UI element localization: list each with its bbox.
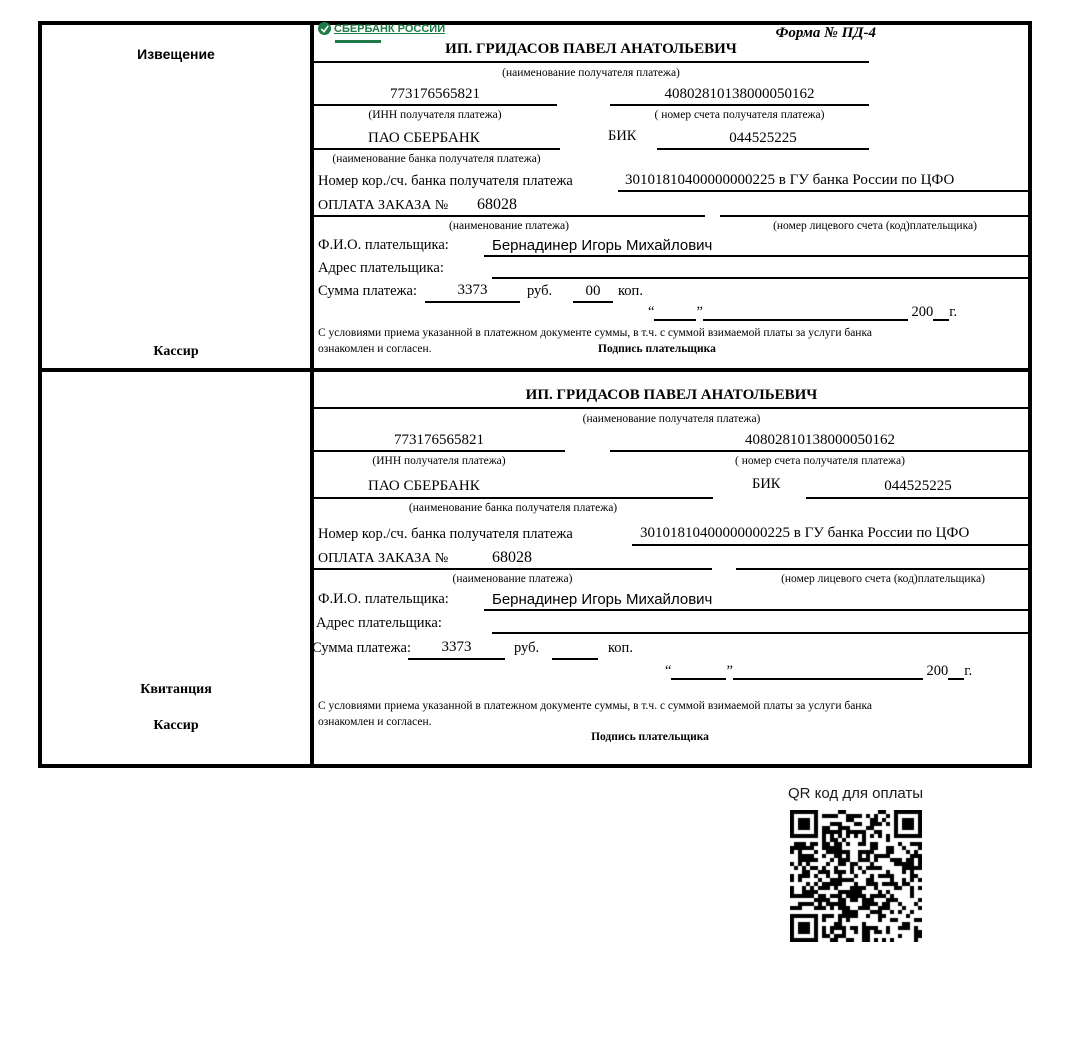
account-hint: ( номер счета получателя платежа) — [735, 455, 905, 467]
inn-line — [313, 104, 557, 106]
corr-account-line — [618, 190, 1030, 192]
order-number: 68028 — [492, 549, 532, 566]
bik-line — [657, 148, 869, 150]
account-line — [610, 104, 869, 106]
sum-label: Сумма платежа: — [318, 283, 417, 299]
sum-label: Сумма платежа: — [312, 640, 411, 656]
payer-fio-line — [484, 255, 1030, 257]
payer-fio-line — [484, 609, 1030, 611]
kop-label: коп. — [608, 640, 633, 656]
corr-account-value: 30101810400000000225 в ГУ банка России по ЦФО — [625, 172, 955, 188]
year-prefix: 200 — [911, 304, 934, 320]
personal-account-line — [736, 568, 1030, 570]
payer-fio-label: Ф.И.О. плательщика: — [318, 591, 449, 607]
corr-account-label: Номер кор./сч. банка получателя платежа — [318, 526, 573, 542]
order-number: 68028 — [477, 196, 517, 213]
quote-close: ” — [726, 663, 733, 679]
quote-open: “ — [648, 304, 655, 320]
bank-hint: (наименование банка получателя платежа) — [332, 153, 541, 165]
agreement-line2: ознакомлен и согласен. — [318, 716, 432, 728]
sum-kop-line — [552, 658, 598, 660]
bank-name: ПАО СБЕРБАНК — [368, 130, 480, 146]
corr-account-line — [632, 544, 1030, 546]
bik-value: 044525225 — [729, 130, 797, 146]
account-value: 40802810138000050162 — [664, 86, 815, 102]
account-hint: ( номер счета получателя платежа) — [654, 109, 825, 121]
bank-line — [313, 497, 713, 499]
payment-name-hint: (наименование платежа) — [449, 220, 569, 232]
bank-name: ПАО СБЕРБАНК — [368, 478, 480, 494]
section2-title: Квитанция — [140, 682, 212, 697]
section1-cashier-label: Кассир — [153, 344, 199, 359]
corr-account-label: Номер кор./сч. банка получателя платежа — [318, 173, 573, 189]
sum-kop-line — [573, 301, 613, 303]
account-line — [610, 450, 1030, 452]
bik-line — [806, 497, 1030, 499]
payer-address-line — [492, 632, 1030, 634]
personal-account-hint: (номер лицевого счета (код)плательщика) — [781, 573, 985, 585]
payer-address-line — [492, 277, 1030, 279]
kop-label: коп. — [618, 283, 643, 299]
date-year-line — [948, 665, 964, 680]
section2-cashier-label: Кассир — [153, 718, 199, 733]
bik-value: 044525225 — [884, 478, 952, 494]
rub-label: руб. — [514, 640, 540, 656]
quote-close: ” — [696, 304, 703, 320]
signature-label: Подпись плательщика — [598, 343, 716, 355]
recipient-line — [313, 407, 1030, 409]
date-month-line — [703, 306, 908, 321]
year-suffix: г. — [964, 663, 973, 679]
payment-name-hint: (наименование платежа) — [452, 573, 573, 585]
recipient-hint: (наименование получателя платежа) — [502, 67, 680, 79]
payment-purpose: ОПЛАТА ЗАКАЗА № — [318, 198, 449, 213]
payer-address-label: Адрес плательщика: — [318, 260, 444, 276]
inn-value: 773176565821 — [390, 86, 480, 102]
purpose-line — [313, 215, 705, 217]
recipient-hint: (наименование получателя платежа) — [582, 413, 761, 425]
qr-code — [790, 810, 922, 942]
bank-line — [313, 148, 560, 150]
qr-label: QR код для оплаты — [788, 785, 924, 802]
section1-title: Извещение — [137, 46, 215, 62]
recipient-name: ИП. ГРИДАСОВ ПАВЕЛ АНАТОЛЬЕВИЧ — [525, 387, 818, 403]
recipient-name: ИП. ГРИДАСОВ ПАВЕЛ АНАТОЛЬЕВИЧ — [445, 41, 737, 57]
agreement-line2: ознакомлен и согласен. — [318, 343, 432, 355]
inn-hint: (ИНН получателя платежа) — [372, 455, 506, 467]
payer-address-label: Адрес плательщика: — [316, 615, 442, 631]
agreement-line1: С условиями приема указанной в платежном документе суммы, в т.ч. с суммой взимаемой платы за услуги банка — [318, 327, 872, 339]
bik-label: БИК — [608, 128, 637, 144]
quote-open: “ — [665, 663, 672, 679]
year-suffix: г. — [949, 304, 958, 320]
inn-hint: (ИНН получателя платежа) — [368, 109, 502, 121]
date-year-line — [933, 306, 949, 321]
sberbank-logo — [318, 22, 445, 43]
form-number: Форма № ПД-4 — [775, 25, 876, 41]
bik-label: БИК — [752, 476, 781, 492]
sum-rub-value: 3373 — [441, 639, 472, 655]
corr-account-value: 30101810400000000225 в ГУ банка России по ЦФО — [640, 525, 970, 541]
year-prefix: 200 — [926, 663, 949, 679]
inn-value: 773176565821 — [394, 432, 484, 448]
date-month-line — [733, 665, 923, 680]
date-row — [665, 663, 972, 680]
personal-account-line — [720, 215, 1030, 217]
rub-label: руб. — [527, 283, 553, 299]
payer-fio-label: Ф.И.О. плательщика: — [318, 237, 449, 253]
payment-purpose: ОПЛАТА ЗАКАЗА № — [318, 551, 449, 566]
recipient-line — [313, 61, 869, 63]
sum-kop-value: 00 — [585, 283, 601, 299]
signature-label: Подпись плательщика — [591, 731, 709, 743]
agreement-line1: С условиями приема указанной в платежном документе суммы, в т.ч. с суммой взимаемой платы за услуги банка — [318, 700, 872, 712]
personal-account-hint: (номер лицевого счета (код)плательщика) — [773, 220, 977, 232]
payer-fio-value: Бернадинер Игорь Михайлович — [492, 591, 713, 608]
account-value: 40802810138000050162 — [745, 432, 895, 448]
date-row — [648, 304, 957, 321]
sum-rub-line — [408, 658, 505, 660]
sum-rub-value: 3373 — [457, 282, 488, 298]
purpose-line — [313, 568, 712, 570]
sberbank-icon — [318, 22, 331, 39]
section-divider — [38, 368, 1032, 372]
payer-fio-value: Бернадинер Игорь Михайлович — [492, 237, 713, 254]
sberbank-logo-text: СБЕРБАНК РОССИИ — [334, 23, 446, 35]
sum-rub-line — [425, 301, 520, 303]
inn-line — [313, 450, 565, 452]
bank-hint: (наименование банка получателя платежа) — [408, 502, 618, 514]
date-day-line — [671, 665, 726, 680]
date-day-line — [654, 306, 696, 321]
